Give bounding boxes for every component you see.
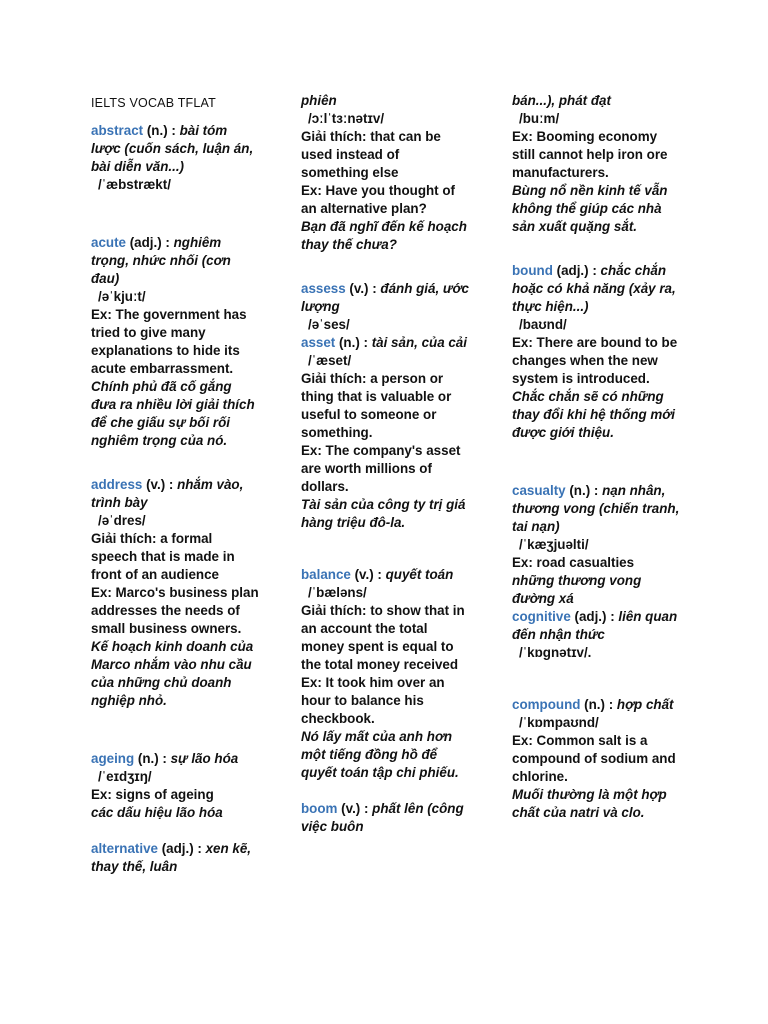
part-of-speech: (v.) : bbox=[142, 477, 178, 492]
headword: bound bbox=[512, 263, 553, 278]
entry-compound bbox=[512, 696, 680, 822]
part-of-speech: (n.) : bbox=[134, 751, 171, 766]
part-of-speech: (adj.) : bbox=[158, 841, 206, 856]
vietnamese-meaning: sự lão hóa bbox=[170, 751, 239, 766]
vietnamese-meaning: nghiêm trọng, nhức nhối (cơn đau) bbox=[91, 235, 231, 286]
example-sentence: Ex: Have you thought of an alternative plan? bbox=[301, 183, 455, 216]
part-of-speech: (v.) : bbox=[350, 567, 386, 582]
entry-assess bbox=[301, 280, 469, 334]
part-of-speech: (n.) : bbox=[143, 123, 180, 138]
entry-bound bbox=[512, 262, 680, 442]
definition: Giải thích: that can be used instead of something else bbox=[301, 129, 441, 180]
entry-asset bbox=[301, 334, 469, 532]
entry-headline bbox=[512, 482, 680, 536]
example-sentence: Ex: The government has tried to give many explanations to hide its acute embarrassment. bbox=[91, 307, 247, 376]
pronunciation: /buːm/ bbox=[519, 111, 560, 126]
entry-headline bbox=[512, 262, 680, 316]
pronunciation: /ˈkɒmpaʊnd/ bbox=[519, 715, 599, 730]
vietnamese-meaning: nhắm vào, trình bày bbox=[91, 477, 244, 510]
headword: abstract bbox=[91, 123, 144, 138]
example-translation: Chính phủ đã cố gắng đưa ra nhiều lời giải thích để che giấu sự bối rối nghiêm trọng của nó. bbox=[91, 379, 255, 448]
vietnamese-meaning: đánh giá, ước lượng bbox=[301, 281, 469, 314]
pronunciation: /ɔːlˈtɜːnətɪv/ bbox=[308, 111, 385, 126]
headword: compound bbox=[512, 697, 581, 712]
headword: asset bbox=[301, 335, 336, 350]
headword: address bbox=[91, 477, 143, 492]
vietnamese-meaning: phiên bbox=[301, 93, 337, 108]
entry-acute bbox=[91, 234, 259, 450]
pronunciation: /ˈbæləns/ bbox=[308, 585, 367, 600]
example-translation: những thương vong đường xá bbox=[512, 573, 642, 606]
example-sentence: Ex: Common salt is a compound of sodium and chlorine. bbox=[512, 733, 676, 784]
example-sentence: Ex: The company's asset are worth millions of dollars. bbox=[301, 443, 461, 494]
vietnamese-meaning: quyết toán bbox=[385, 567, 454, 582]
headword: balance bbox=[301, 567, 351, 582]
pronunciation: /ˈæbstrækt/ bbox=[98, 177, 171, 192]
vietnamese-meaning: xen kẽ, thay thế, luân bbox=[91, 841, 252, 874]
part-of-speech: (adj.) : bbox=[125, 235, 174, 250]
vietnamese-meaning: bài tóm lược (cuốn sách, luận án, bài diễn văn...) bbox=[91, 123, 254, 174]
example-translation: Bùng nổ nền kinh tế vẫn không thể giúp các nhà sản xuất quặng sắt. bbox=[512, 183, 668, 234]
example-translation: Muối thường là một hợp chất của natri và clo. bbox=[512, 787, 667, 820]
example-translation: Chắc chắn sẽ có những thay đổi khi hệ thống mới được giới thiệu. bbox=[512, 389, 675, 440]
part-of-speech: (adj.) : bbox=[570, 609, 619, 624]
entry-headline bbox=[301, 334, 469, 352]
example-translation: Kế hoạch kinh doanh của Marco nhắm vào nhu cầu của những chủ doanh nghiệp nhỏ. bbox=[91, 639, 254, 708]
entry-balance bbox=[301, 566, 469, 782]
entry-headline bbox=[301, 800, 469, 836]
vietnamese-meaning: bán...), phát đạt bbox=[512, 93, 611, 108]
headword: casualty bbox=[512, 483, 566, 498]
vietnamese-meaning: tài sản, của cải bbox=[371, 335, 467, 350]
part-of-speech: (v.) : bbox=[345, 281, 381, 296]
headword: boom bbox=[301, 801, 338, 816]
pronunciation: /əˈkjuːt/ bbox=[98, 289, 146, 304]
vietnamese-meaning: chắc chắn hoặc có khả năng (xảy ra, thực hiện...) bbox=[512, 263, 676, 314]
vietnamese-meaning: hợp chất bbox=[616, 697, 674, 712]
entry-alternative bbox=[91, 840, 259, 876]
entry-alternative-continued bbox=[301, 92, 469, 254]
entry-headline bbox=[91, 750, 259, 768]
vietnamese-meaning: phất lên (công việc buôn bbox=[301, 801, 464, 834]
example-sentence: Ex: road casualties bbox=[512, 555, 635, 570]
example-translation: Tài sản của công ty trị giá hàng triệu đô-la. bbox=[301, 497, 466, 530]
pronunciation: /əˈdres/ bbox=[98, 513, 146, 528]
definition: Giải thích: a formal speech that is made in front of an audience bbox=[91, 531, 235, 582]
entry-casualty bbox=[512, 482, 680, 608]
pronunciation: /ˈæset/ bbox=[308, 353, 352, 368]
headword: alternative bbox=[91, 841, 158, 856]
entry-headline bbox=[91, 234, 259, 288]
column-2 bbox=[301, 92, 469, 836]
example-translation: Bạn đã nghĩ đến kế hoạch thay thế chưa? bbox=[301, 219, 467, 252]
pronunciation: /ˈkæʒjuəlti/ bbox=[519, 537, 589, 552]
definition: Giải thích: a person or thing that is valuable or useful to someone or something. bbox=[301, 371, 452, 440]
part-of-speech: (n.) : bbox=[335, 335, 372, 350]
example-sentence: Ex: Marco's business plan addresses the needs of small business owners. bbox=[91, 585, 259, 636]
entry-headline bbox=[301, 280, 469, 316]
pronunciation: /əˈses/ bbox=[308, 317, 350, 332]
column-3 bbox=[512, 92, 680, 822]
headword: ageing bbox=[91, 751, 135, 766]
example-translation: Nó lấy mất của anh hơn một tiếng đồng hồ để quyết toán tập chi phiếu. bbox=[301, 729, 459, 780]
pronunciation: /baʊnd/ bbox=[519, 317, 567, 332]
entry-boom-continued bbox=[512, 92, 680, 236]
part-of-speech: (n.) : bbox=[580, 697, 617, 712]
pronunciation: /ˈkɒɡnətɪv/. bbox=[519, 645, 592, 660]
entry-boom bbox=[301, 800, 469, 836]
pronunciation: /ˈeɪdʒɪŋ/ bbox=[98, 769, 152, 784]
vietnamese-meaning: liên quan đến nhận thức bbox=[512, 609, 678, 642]
entry-headline bbox=[91, 476, 259, 512]
entry-ageing bbox=[91, 750, 259, 822]
entry-headline bbox=[91, 840, 259, 876]
entry-headline bbox=[301, 566, 469, 584]
example-sentence: Ex: It took him over an hour to balance his checkbook. bbox=[301, 675, 445, 726]
column-1 bbox=[91, 92, 259, 876]
example-sentence: Ex: There are bound to be changes when the new system is introduced. bbox=[512, 335, 678, 386]
headword: assess bbox=[301, 281, 346, 296]
example-translation: các dấu hiệu lão hóa bbox=[91, 805, 223, 820]
part-of-speech: (adj.) : bbox=[552, 263, 601, 278]
definition: Giải thích: to show that in an account the total money spent is equal to the total money received bbox=[301, 603, 465, 672]
document-title: IELTS VOCAB TFLAT bbox=[91, 96, 216, 110]
vietnamese-meaning: nạn nhân, thương vong (chiến tranh, tai nạn) bbox=[512, 483, 680, 534]
entry-headline bbox=[512, 608, 680, 644]
example-sentence: Ex: signs of ageing bbox=[91, 787, 214, 802]
entry-headline bbox=[91, 122, 259, 176]
part-of-speech: (v.) : bbox=[337, 801, 373, 816]
entry-cognitive bbox=[512, 608, 680, 662]
part-of-speech: (n.) : bbox=[565, 483, 603, 498]
entry-address bbox=[91, 476, 259, 710]
entry-headline bbox=[512, 696, 680, 714]
example-sentence: Ex: Booming economy still cannot help iron ore manufacturers. bbox=[512, 129, 668, 180]
entry-abstract bbox=[91, 122, 259, 194]
headword: acute bbox=[91, 235, 126, 250]
headword: cognitive bbox=[512, 609, 571, 624]
